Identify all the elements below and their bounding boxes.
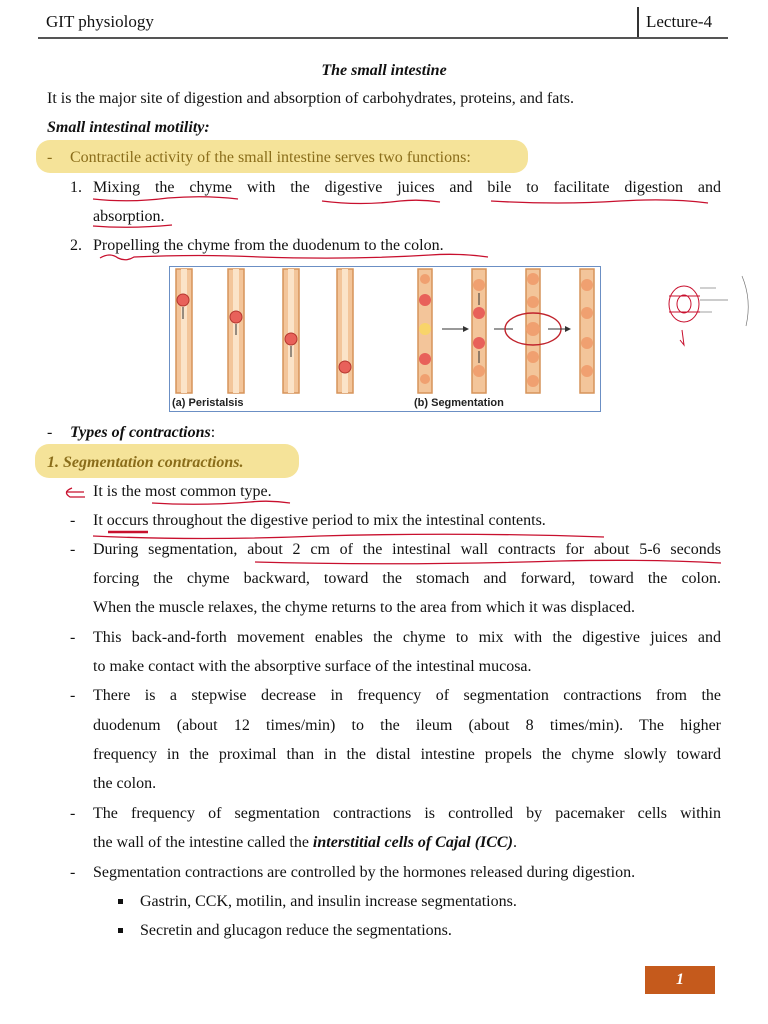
dash-marker: - <box>70 541 76 558</box>
dash-marker: - <box>70 864 76 881</box>
para-most-common: It is the most common type. <box>93 483 272 500</box>
function-1-number: 1. <box>70 179 82 196</box>
para-back-forth-l2: to make contact with the absorptive surface of the intestinal mucosa. <box>93 658 532 675</box>
para-frequency-l2 <box>93 833 517 853</box>
square-bullet-icon <box>118 899 123 904</box>
dash-marker: - <box>70 512 76 529</box>
para-frequency-l1: The frequency of segmentation contractions is controlled by pacemaker cells within <box>93 805 721 822</box>
para-stepwise-l2: duodenum (about 12 times/min) to the ileum (about 8 times/min). The higher <box>93 717 721 734</box>
para-segmentation-l3: When the muscle relaxes, the chyme returns to the area from which it was displaced. <box>93 599 636 616</box>
caption-peristalsis: (a) Peristalsis <box>172 397 244 409</box>
para-back-forth-l1: This back-and-forth movement enables the chyme to mix with the digestive juices and <box>93 629 721 646</box>
types-colon: : <box>210 424 216 441</box>
dash-marker: - <box>70 687 76 704</box>
segmentation-columns <box>418 269 594 393</box>
page-number: 1 <box>645 966 715 994</box>
function-1-line1: Mixing the chyme with the digestive juices and bile to facilitate digestion and <box>93 179 721 196</box>
types-heading: Types of contractions <box>70 424 211 441</box>
para-hormones: Segmentation contractions are controlled by the hormones released during digestion. <box>93 864 636 881</box>
motility-diagram <box>170 267 600 411</box>
header-divider <box>637 7 639 39</box>
para-occurs: It occurs throughout the digestive period to mix the intestinal contents. <box>93 512 546 529</box>
motility-figure <box>169 266 601 412</box>
para-frequency-post: . <box>512 834 517 851</box>
bullet-increase: Gastrin, CCK, motilin, and insulin increase segmentations. <box>140 893 517 910</box>
header-course-title: GIT physiology <box>46 12 154 31</box>
para-segmentation-l2: forcing the chyme backward, toward the stomach and forward, toward the colon. <box>93 570 721 587</box>
function-2-number: 2. <box>70 237 82 254</box>
intro-text: It is the major site of digestion and absorption of carbohydrates, proteins, and fats. <box>47 90 574 107</box>
dash-marker: - <box>47 149 53 166</box>
para-stepwise-l4: the colon. <box>93 775 157 792</box>
para-stepwise-l1: There is a stepwise decrease in frequency of segmentation contractions from the <box>93 687 721 704</box>
motility-heading: Small intestinal motility: <box>47 119 210 136</box>
caption-segmentation: (b) Segmentation <box>414 397 504 409</box>
para-stepwise-l3: frequency in the proximal than in the distal intestine propels the chyme slowly toward <box>93 746 721 763</box>
dash-marker: - <box>70 629 76 646</box>
segmentation-heading: 1. Segmentation contractions. <box>47 454 244 471</box>
types-heading-row <box>70 423 215 443</box>
para-segmentation-l1: During segmentation, about 2 cm of the intestinal wall contracts for about 5-6 seconds <box>93 541 721 558</box>
bullet-reduce: Secretin and glucagon reduce the segmentations. <box>140 922 452 939</box>
square-bullet-icon <box>118 928 123 933</box>
dash-marker: - <box>47 424 53 441</box>
header-lecture-label: Lecture-4 <box>646 12 713 31</box>
function-1-line2: absorption. <box>93 208 165 225</box>
dash-marker: - <box>70 805 76 822</box>
header-rule <box>38 37 728 39</box>
motility-point: Contractile activity of the small intestine serves two functions: <box>70 149 471 166</box>
page-title: The small intestine <box>321 62 447 79</box>
peristalsis-tubes <box>176 269 353 393</box>
function-2-text: Propelling the chyme from the duodenum to the colon. <box>93 237 444 254</box>
para-frequency-pre: the wall of the intestine called the <box>93 834 313 851</box>
icc-term: interstitial cells of Cajal (ICC) <box>312 834 513 851</box>
